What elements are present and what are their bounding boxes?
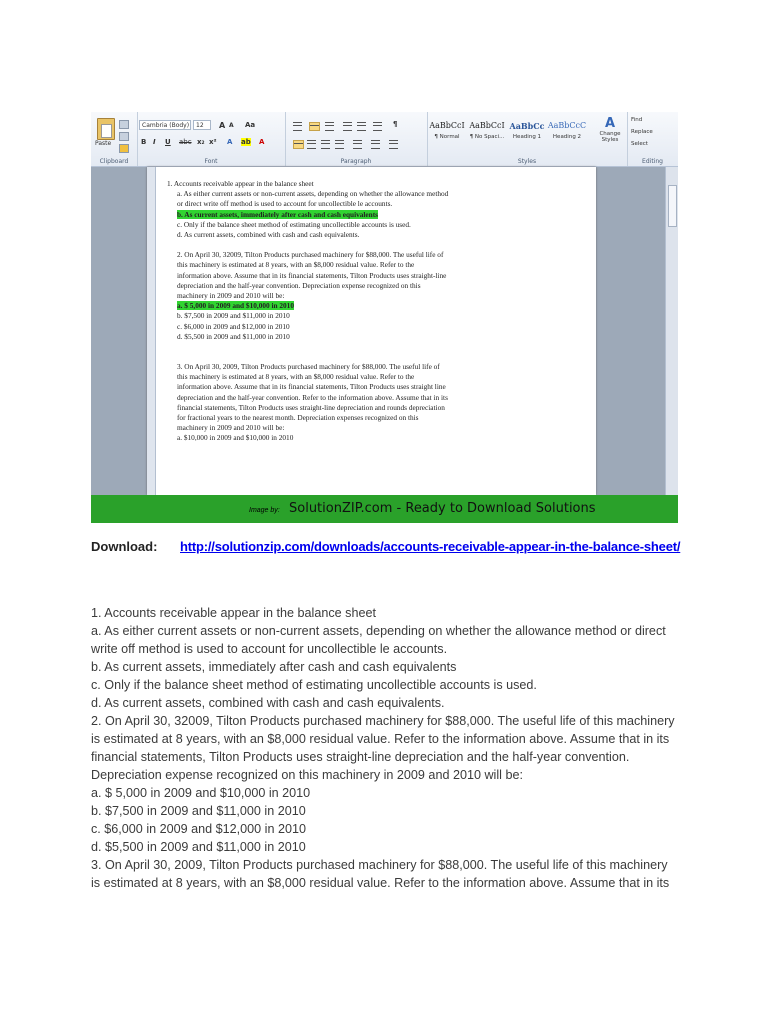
document-screenshot bbox=[91, 112, 678, 523]
bullets-icon[interactable] bbox=[293, 122, 302, 131]
style-heading-1[interactable] bbox=[507, 118, 547, 154]
borders-icon[interactable] bbox=[389, 140, 398, 149]
decrease-indent-icon[interactable] bbox=[343, 122, 352, 131]
banner-text: SolutionZIP.com - Ready to Download Solutions bbox=[289, 501, 596, 516]
format-painter-icon[interactable] bbox=[119, 144, 129, 153]
increase-indent-icon[interactable] bbox=[357, 122, 366, 131]
body-line: d. As current assets, combined with cash and cash equivalents. bbox=[91, 696, 445, 710]
numbering-icon[interactable] bbox=[309, 122, 320, 131]
font-label: Font bbox=[204, 158, 218, 165]
change-styles-icon: A bbox=[604, 116, 616, 131]
font-color-icon[interactable]: A bbox=[259, 138, 265, 146]
doc-q2a-highlighted: a. $ 5,000 in 2009 and $10,000 in 2010 bbox=[177, 301, 294, 311]
style-name: Heading 1 bbox=[512, 134, 542, 140]
superscript-icon[interactable]: x² bbox=[209, 138, 217, 146]
body-line: d. $5,500 in 2009 and $11,000 in 2010 bbox=[91, 840, 306, 854]
doc-q2: 2. On April 30, 32009, Tilton Products purchased machinery for $88,000. The useful life of this machinery is estimated at 8 years, with an $8,000 residual value. Refer to the information above. Assume that in its financial statements, Tilton Products uses straight-line depreciation and the half-year convention. Depreciation expense recognized on this machinery in 2009 and 2010 will be: bbox=[177, 250, 447, 301]
vertical-ruler bbox=[147, 167, 156, 495]
doc-q1b-highlighted: b. As current assets, immediately after cash and cash equivalents bbox=[177, 209, 378, 219]
font-group bbox=[137, 112, 286, 166]
grow-font-icon[interactable]: A bbox=[219, 121, 226, 130]
body-line: b. As current assets, immediately after cash and cash equivalents bbox=[91, 660, 457, 674]
style-sample: AaBbCcI bbox=[429, 121, 465, 130]
body-line: 2. On April 30, 32009, Tilton Products purchased machinery for $88,000. The useful life of this machinery is estimated at 8 years, with an $8,000 residual value. Refer to the information above. Assume that in its financial statements, Tilton Products uses straight-line depreciation and the half-year convention. Depreciation expense recognized on this machinery in 2009 and 2010 will be: bbox=[91, 714, 675, 782]
clipboard-group bbox=[91, 112, 138, 166]
body-text bbox=[91, 604, 679, 892]
sort-icon[interactable] bbox=[373, 122, 382, 131]
style-sample: AaBbCcI bbox=[469, 121, 505, 130]
strikethrough-icon[interactable]: abc bbox=[179, 138, 192, 146]
body-line: 3. On April 30, 2009, Tilton Products purchased machinery for $88,000. The useful life of this machinery is estimated at 8 years, with an $8,000 residual value. Refer to the information above. Assume that in its bbox=[91, 858, 670, 890]
change-styles-button[interactable] bbox=[597, 116, 623, 143]
style-sample: AaBbCc bbox=[509, 121, 545, 131]
underline-icon[interactable]: U bbox=[165, 138, 171, 146]
style-sample: AaBbCcC bbox=[547, 121, 587, 130]
body-line: c. Only if the balance sheet method of estimating uncollectible accounts is used. bbox=[91, 678, 537, 692]
change-case-icon[interactable]: Aa bbox=[245, 121, 256, 129]
document-area bbox=[91, 167, 678, 495]
style-normal[interactable] bbox=[427, 118, 467, 154]
doc-q1a: a. As either current assets or non-current assets, depending on whether the allowance method or direct write off method is used to account for uncollectible le accounts. bbox=[177, 189, 449, 209]
doc-q1c: c. Only if the balance sheet method of estimating uncollectible accounts is used. bbox=[177, 219, 411, 229]
body-line: a. As either current assets or non-current assets, depending on whether the allowance method or direct write off method is used to account for uncollectible le accounts. bbox=[91, 624, 666, 656]
editing-group bbox=[627, 112, 678, 166]
shrink-font-icon[interactable]: A bbox=[229, 122, 234, 129]
body-line: 1. Accounts receivable appear in the balance sheet bbox=[91, 606, 376, 620]
document-text bbox=[167, 179, 449, 444]
select-button[interactable]: Select bbox=[631, 141, 648, 147]
style-no-spacing[interactable] bbox=[467, 118, 507, 154]
highlight-icon[interactable]: ab bbox=[241, 138, 251, 146]
text-effects-icon[interactable]: A bbox=[227, 138, 233, 146]
vertical-scrollbar[interactable] bbox=[665, 167, 678, 495]
banner-by-label: Image by: bbox=[249, 507, 280, 514]
shading-icon[interactable] bbox=[371, 140, 380, 149]
cut-icon[interactable] bbox=[119, 120, 129, 129]
justify-icon[interactable] bbox=[335, 140, 344, 149]
font-name-box[interactable]: Cambria (Body) bbox=[139, 120, 191, 130]
doc-q2d: d. $5,500 in 2009 and $11,000 in 2010 bbox=[177, 331, 290, 341]
style-name: Heading 2 bbox=[552, 134, 582, 140]
body-line: a. $ 5,000 in 2009 and $10,000 in 2010 bbox=[91, 786, 311, 800]
font-size-box[interactable]: 12 bbox=[193, 120, 211, 130]
download-label: Download: bbox=[91, 539, 158, 554]
paste-label[interactable]: Paste bbox=[95, 140, 112, 147]
doc-q2b: b. $7,500 in 2009 and $11,000 in 2010 bbox=[177, 311, 290, 321]
body-line: c. $6,000 in 2009 and $12,000 in 2010 bbox=[91, 822, 306, 836]
document-page[interactable] bbox=[147, 167, 596, 495]
paste-icon[interactable] bbox=[97, 118, 115, 140]
style-heading-2[interactable] bbox=[547, 118, 587, 154]
word-ribbon bbox=[91, 112, 678, 167]
change-styles-label: Change Styles bbox=[599, 131, 621, 143]
paragraph-label: Paragraph bbox=[340, 158, 372, 165]
italic-icon[interactable]: I bbox=[153, 138, 156, 146]
doc-q3a: a. $10,000 in 2009 and $10,000 in 2010 bbox=[177, 433, 294, 443]
subscript-icon[interactable]: x₂ bbox=[197, 138, 205, 146]
align-right-icon[interactable] bbox=[321, 140, 330, 149]
clipboard-label: Clipboard bbox=[99, 158, 129, 165]
align-left-icon[interactable] bbox=[293, 140, 304, 149]
download-link[interactable]: http://solutionzip.com/downloads/accounts-receivable-appear-in-the-balance-sheet/ bbox=[180, 539, 681, 554]
styles-label: Styles bbox=[517, 158, 537, 165]
bold-icon[interactable]: B bbox=[141, 138, 147, 146]
paragraph-group bbox=[285, 112, 428, 166]
copy-icon[interactable] bbox=[119, 132, 129, 141]
styles-group bbox=[427, 112, 628, 166]
style-name: ¶ Normal bbox=[434, 134, 460, 140]
multilevel-list-icon[interactable] bbox=[325, 122, 334, 131]
align-center-icon[interactable] bbox=[307, 140, 316, 149]
image-credit-banner bbox=[91, 495, 678, 523]
scroll-thumb[interactable] bbox=[668, 185, 677, 227]
doc-q3: 3. On April 30, 2009, Tilton Products purchased machinery for $88,000. The useful life of this machinery is estimated at 8 years, with an $8,000 residual value. Refer to the information above. Assume that in its financial statements, Tilton Products uses straight line depreciation and the half-year convention. Refer to the information above. Assume that in its financial statements, Tilton Products uses straight-line depreciation and rounds depreciation for fractional years to the nearest month. Depreciation expenses recognized on this machinery in 2009 and 2010 will be: bbox=[177, 362, 448, 433]
body-line: b. $7,500 in 2009 and $11,000 in 2010 bbox=[91, 804, 306, 818]
doc-q1d: d. As current assets, combined with cash and cash equivalents. bbox=[177, 230, 360, 240]
style-name: ¶ No Spaci... bbox=[469, 134, 505, 140]
doc-q1: 1. Accounts receivable appear in the balance sheet bbox=[167, 179, 314, 188]
editing-label: Editing bbox=[642, 158, 663, 165]
doc-q2c: c. $6,000 in 2009 and $12,000 in 2010 bbox=[177, 321, 290, 331]
replace-button[interactable]: Replace bbox=[631, 129, 653, 135]
find-button[interactable]: Find bbox=[631, 117, 643, 123]
show-formatting-icon[interactable]: ¶ bbox=[393, 120, 398, 128]
line-spacing-icon[interactable] bbox=[353, 140, 362, 149]
